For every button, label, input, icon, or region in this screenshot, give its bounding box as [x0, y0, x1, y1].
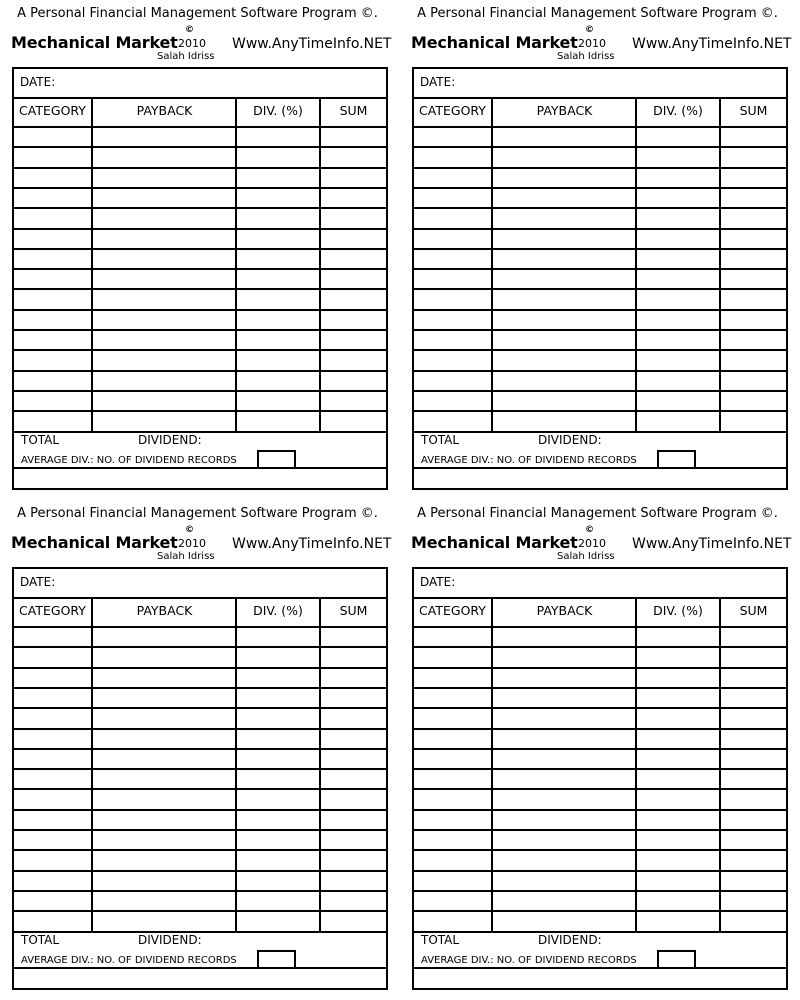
average-div-label: AVERAGE DIV.: NO. OF DIVIDEND RECORDS: [21, 455, 237, 466]
total-label: TOTAL: [21, 433, 60, 447]
row-divider: [414, 431, 786, 433]
table-row[interactable]: [414, 270, 786, 288]
brand-title: Mechanical Market: [11, 33, 178, 52]
column-header-payback: PAYBACK: [536, 103, 593, 118]
table-row[interactable]: [414, 648, 786, 666]
row-divider: [14, 788, 386, 790]
brand-title: Mechanical Market: [411, 533, 578, 552]
row-divider: [14, 707, 386, 709]
row-divider: [14, 410, 386, 412]
row-divider: [14, 349, 386, 351]
table-row[interactable]: [14, 628, 386, 646]
row-divider: [414, 146, 786, 148]
column-divider: [91, 599, 93, 931]
table-row[interactable]: [14, 669, 386, 687]
date-divider: [414, 97, 786, 99]
row-divider: [14, 268, 386, 270]
row-divider: [14, 728, 386, 730]
table-row[interactable]: [14, 912, 386, 930]
row-divider: [14, 646, 386, 648]
table-row[interactable]: [14, 148, 386, 166]
copyright-year: 2010: [578, 537, 606, 550]
table-row[interactable]: [14, 392, 386, 410]
table-row[interactable]: [14, 209, 386, 227]
row-divider: [414, 167, 786, 169]
row-divider: [14, 146, 386, 148]
header-divider: [414, 126, 786, 128]
table-row[interactable]: [14, 831, 386, 849]
row-divider: [14, 390, 386, 392]
row-divider: [414, 228, 786, 230]
table-row[interactable]: [414, 351, 786, 369]
column-header-category: CATEGORY: [419, 103, 486, 118]
row-divider: [414, 849, 786, 851]
column-divider: [491, 99, 493, 431]
row-divider: [414, 329, 786, 331]
row-divider: [14, 207, 386, 209]
row-divider: [14, 829, 386, 831]
column-header-sum: SUM: [739, 103, 768, 118]
table-row[interactable]: [414, 128, 786, 146]
row-divider: [14, 809, 386, 811]
column-divider: [635, 599, 637, 931]
table-row[interactable]: [14, 351, 386, 369]
ledger-form: [410, 0, 790, 495]
row-divider: [414, 870, 786, 872]
total-label: TOTAL: [421, 433, 460, 447]
dividend-label: DIVIDEND:: [138, 933, 202, 947]
row-divider: [414, 788, 786, 790]
table-row[interactable]: [14, 311, 386, 329]
table-row[interactable]: [414, 851, 786, 869]
column-header-payback: PAYBACK: [136, 103, 193, 118]
row-divider: [14, 228, 386, 230]
date-label: DATE:: [20, 75, 56, 89]
table-row[interactable]: [414, 628, 786, 646]
footer-divider: [14, 967, 386, 969]
program-tagline: A Personal Financial Management Software Program ©.: [17, 6, 378, 21]
total-label: TOTAL: [21, 933, 60, 947]
copyright-year: 2010: [178, 37, 206, 50]
table-row[interactable]: [414, 230, 786, 248]
program-tagline: A Personal Financial Management Software Program ©.: [417, 6, 778, 21]
author-name: Salah Idriss: [157, 551, 215, 562]
column-header-div: DIV. (%): [653, 603, 703, 618]
table-row[interactable]: [414, 831, 786, 849]
table-row[interactable]: [14, 270, 386, 288]
column-divider: [635, 99, 637, 431]
table-row[interactable]: [414, 730, 786, 748]
table-row[interactable]: [14, 770, 386, 788]
column-divider: [91, 99, 93, 431]
dividend-label: DIVIDEND:: [538, 933, 602, 947]
column-header-category: CATEGORY: [19, 103, 86, 118]
column-header-category: CATEGORY: [19, 603, 86, 618]
table-row[interactable]: [14, 290, 386, 308]
row-divider: [414, 187, 786, 189]
row-divider: [414, 728, 786, 730]
row-divider: [414, 309, 786, 311]
header-divider: [14, 126, 386, 128]
table-row[interactable]: [414, 412, 786, 430]
row-divider: [414, 890, 786, 892]
row-divider: [414, 390, 786, 392]
column-header-div: DIV. (%): [253, 603, 303, 618]
table-row[interactable]: [14, 750, 386, 768]
date-label: DATE:: [420, 75, 456, 89]
table-row[interactable]: [14, 331, 386, 349]
column-header-payback: PAYBACK: [536, 603, 593, 618]
table-row[interactable]: [14, 230, 386, 248]
ledger-table: [412, 67, 788, 490]
row-divider: [414, 646, 786, 648]
table-row[interactable]: [414, 290, 786, 308]
average-div-label: AVERAGE DIV.: NO. OF DIVIDEND RECORDS: [421, 955, 637, 966]
row-divider: [14, 667, 386, 669]
row-divider: [414, 268, 786, 270]
table-row[interactable]: [14, 250, 386, 268]
copyright-icon: ©: [585, 25, 594, 35]
column-divider: [235, 599, 237, 931]
column-divider: [491, 599, 493, 931]
row-divider: [14, 309, 386, 311]
table-row[interactable]: [414, 392, 786, 410]
footer-divider: [414, 467, 786, 469]
table-row[interactable]: [414, 311, 786, 329]
table-row[interactable]: [14, 169, 386, 187]
website-link[interactable]: Www.AnyTimeInfo.NET: [632, 536, 792, 552]
table-row[interactable]: [14, 372, 386, 390]
header-divider: [414, 626, 786, 628]
row-divider: [414, 207, 786, 209]
row-divider: [414, 349, 786, 351]
table-row[interactable]: [14, 709, 386, 727]
table-row[interactable]: [14, 189, 386, 207]
total-label: TOTAL: [421, 933, 460, 947]
date-label: DATE:: [420, 575, 456, 589]
table-row[interactable]: [414, 169, 786, 187]
program-tagline: A Personal Financial Management Software Program ©.: [17, 506, 378, 521]
row-divider: [14, 288, 386, 290]
table-row[interactable]: [14, 811, 386, 829]
row-divider: [414, 288, 786, 290]
ledger-table: [12, 567, 388, 990]
row-divider: [414, 768, 786, 770]
date-label: DATE:: [20, 575, 56, 589]
table-row[interactable]: [414, 189, 786, 207]
ledger-form: [410, 500, 790, 995]
row-divider: [14, 329, 386, 331]
table-row[interactable]: [414, 372, 786, 390]
row-divider: [14, 870, 386, 872]
table-row[interactable]: [414, 331, 786, 349]
dividend-label: DIVIDEND:: [538, 433, 602, 447]
row-divider: [14, 931, 386, 933]
column-divider: [319, 99, 321, 431]
column-header-div: DIV. (%): [653, 103, 703, 118]
ledger-form: [10, 500, 390, 995]
column-header-category: CATEGORY: [419, 603, 486, 618]
table-row[interactable]: [414, 669, 786, 687]
row-divider: [414, 667, 786, 669]
copyright-year: 2010: [178, 537, 206, 550]
table-row[interactable]: [414, 892, 786, 910]
row-divider: [14, 768, 386, 770]
row-divider: [414, 707, 786, 709]
ledger-table: [12, 67, 388, 490]
table-row[interactable]: [414, 872, 786, 890]
row-divider: [14, 370, 386, 372]
table-row[interactable]: [414, 770, 786, 788]
program-tagline: A Personal Financial Management Software Program ©.: [417, 506, 778, 521]
copyright-icon: ©: [585, 525, 594, 535]
column-header-sum: SUM: [339, 103, 368, 118]
table-row[interactable]: [14, 412, 386, 430]
footer-divider: [414, 967, 786, 969]
brand-title: Mechanical Market: [11, 533, 178, 552]
table-row[interactable]: [414, 709, 786, 727]
column-divider: [235, 99, 237, 431]
average-div-label: AVERAGE DIV.: NO. OF DIVIDEND RECORDS: [21, 955, 237, 966]
header-divider: [14, 626, 386, 628]
row-divider: [14, 890, 386, 892]
dividend-label: DIVIDEND:: [138, 433, 202, 447]
copyright-year: 2010: [578, 37, 606, 50]
footer-divider: [14, 467, 386, 469]
row-divider: [14, 687, 386, 689]
brand-title: Mechanical Market: [411, 33, 578, 52]
table-row[interactable]: [414, 689, 786, 707]
table-row[interactable]: [414, 912, 786, 930]
table-row[interactable]: [14, 790, 386, 808]
ledger-table: [412, 567, 788, 990]
column-divider: [319, 599, 321, 931]
row-divider: [14, 187, 386, 189]
date-divider: [14, 597, 386, 599]
column-divider: [719, 599, 721, 931]
row-divider: [14, 167, 386, 169]
table-row[interactable]: [414, 750, 786, 768]
table-row[interactable]: [14, 128, 386, 146]
row-divider: [414, 687, 786, 689]
column-header-sum: SUM: [739, 603, 768, 618]
row-divider: [14, 910, 386, 912]
row-divider: [14, 849, 386, 851]
table-row[interactable]: [414, 148, 786, 166]
row-divider: [414, 410, 786, 412]
row-divider: [14, 248, 386, 250]
table-row[interactable]: [14, 851, 386, 869]
row-divider: [414, 248, 786, 250]
website-link[interactable]: Www.AnyTimeInfo.NET: [232, 536, 392, 552]
average-div-label: AVERAGE DIV.: NO. OF DIVIDEND RECORDS: [421, 455, 637, 466]
date-divider: [14, 97, 386, 99]
table-row[interactable]: [414, 790, 786, 808]
copyright-icon: ©: [185, 525, 194, 535]
column-header-payback: PAYBACK: [136, 603, 193, 618]
row-divider: [414, 931, 786, 933]
row-divider: [414, 809, 786, 811]
row-divider: [414, 748, 786, 750]
website-link[interactable]: Www.AnyTimeInfo.NET: [632, 36, 792, 52]
row-divider: [414, 370, 786, 372]
table-row[interactable]: [14, 648, 386, 666]
table-row[interactable]: [14, 689, 386, 707]
copyright-icon: ©: [185, 25, 194, 35]
table-row[interactable]: [414, 209, 786, 227]
table-row[interactable]: [414, 811, 786, 829]
column-divider: [719, 99, 721, 431]
date-divider: [414, 597, 786, 599]
column-header-div: DIV. (%): [253, 103, 303, 118]
column-header-sum: SUM: [339, 603, 368, 618]
author-name: Salah Idriss: [157, 51, 215, 62]
row-divider: [414, 829, 786, 831]
row-divider: [14, 748, 386, 750]
author-name: Salah Idriss: [557, 51, 615, 62]
website-link[interactable]: Www.AnyTimeInfo.NET: [232, 36, 392, 52]
table-row[interactable]: [14, 730, 386, 748]
author-name: Salah Idriss: [557, 551, 615, 562]
table-row[interactable]: [14, 872, 386, 890]
ledger-form: [10, 0, 390, 495]
table-row[interactable]: [414, 250, 786, 268]
row-divider: [414, 910, 786, 912]
row-divider: [14, 431, 386, 433]
table-row[interactable]: [14, 892, 386, 910]
